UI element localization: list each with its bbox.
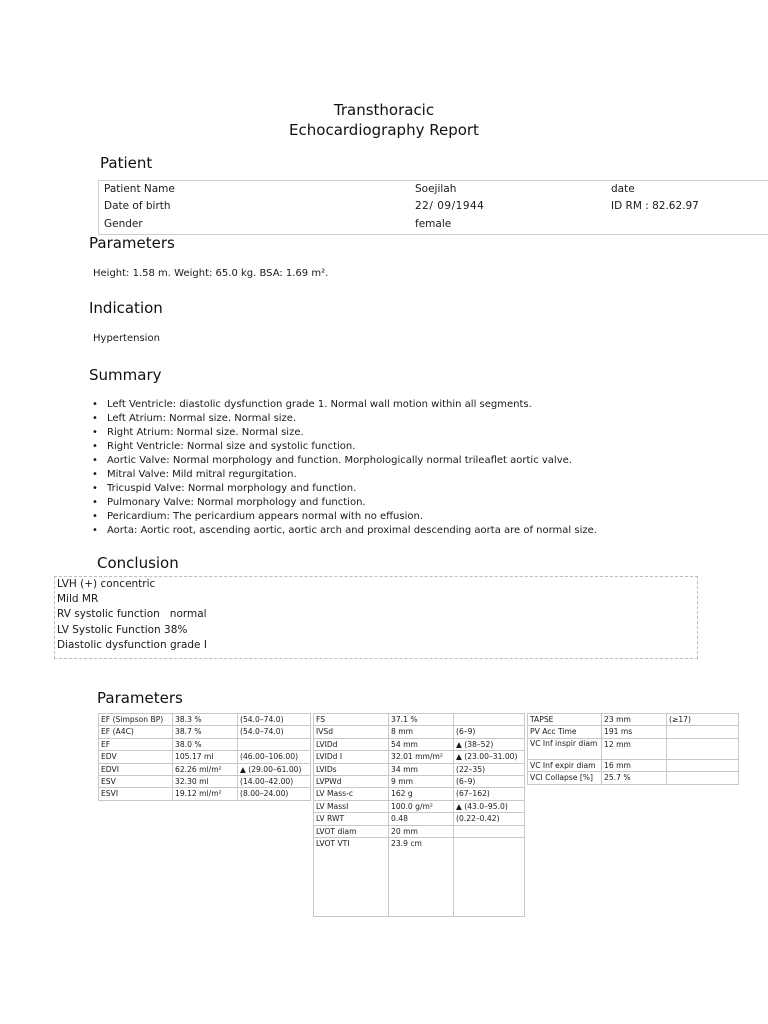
indication-heading: Indication bbox=[89, 299, 163, 317]
table-cell bbox=[454, 825, 525, 837]
table-row bbox=[314, 775, 525, 787]
table-cell: (14.00–42.00) bbox=[238, 775, 311, 787]
id-rm: ID RM : 82.62.97 bbox=[611, 200, 699, 212]
table-cell: 32.01 mm/m² bbox=[389, 751, 454, 763]
table-cell: ▲ (43.0–95.0) bbox=[454, 800, 525, 812]
conclusion-heading: Conclusion bbox=[97, 554, 179, 572]
table-cell: (46.00–106.00) bbox=[238, 751, 311, 763]
table-cell: 62.26 ml/m² bbox=[173, 763, 238, 775]
table-row bbox=[528, 738, 739, 759]
table-cell: ▲ (38–52) bbox=[454, 738, 525, 750]
patient-info-box bbox=[98, 180, 768, 235]
table-row bbox=[528, 759, 739, 771]
indication-text: Hypertension bbox=[93, 333, 160, 344]
table-cell: 19.12 ml/m² bbox=[173, 788, 238, 800]
patient-name-label: Patient Name bbox=[104, 183, 175, 195]
table-cell: 38.7 % bbox=[173, 726, 238, 738]
table-cell: ▲ (29.00–61.00) bbox=[238, 763, 311, 775]
table-cell: LVIDd bbox=[314, 738, 389, 750]
table-row bbox=[99, 726, 311, 738]
params-table-heading: Parameters bbox=[97, 689, 183, 707]
table-cell: (8.00–24.00) bbox=[238, 788, 311, 800]
table-cell: (6–9) bbox=[454, 726, 525, 738]
table-row bbox=[99, 751, 311, 763]
table-cell: 16 mm bbox=[602, 759, 667, 771]
date-label: date bbox=[611, 183, 635, 195]
table-cell: 54 mm bbox=[389, 738, 454, 750]
table-cell: 162 g bbox=[389, 788, 454, 800]
summary-item: • Right Ventricle: Normal size and systolic function. bbox=[90, 440, 597, 454]
table-row bbox=[314, 800, 525, 812]
table-row bbox=[528, 726, 739, 738]
table-cell: LVIDd I bbox=[314, 751, 389, 763]
table-cell: (22–35) bbox=[454, 763, 525, 775]
summary-item: • Right Atrium: Normal size. Normal size. bbox=[90, 426, 597, 440]
table-cell: 100.0 g/m² bbox=[389, 800, 454, 812]
report-title-line1: Transthoracic bbox=[333, 101, 435, 119]
table-row bbox=[314, 788, 525, 800]
table-row bbox=[314, 714, 525, 726]
table-cell: EF bbox=[99, 738, 173, 750]
table-cell: (54.0–74.0) bbox=[238, 714, 311, 726]
table-cell bbox=[667, 772, 739, 784]
table-cell: LV MassI bbox=[314, 800, 389, 812]
table-cell: 12 mm bbox=[602, 738, 667, 759]
table-row bbox=[99, 775, 311, 787]
table-cell: LVOT diam bbox=[314, 825, 389, 837]
conclusion-line: RV systolic function normal bbox=[57, 608, 207, 621]
table-row bbox=[99, 738, 311, 750]
table-cell: ESVI bbox=[99, 788, 173, 800]
table-cell: (67–162) bbox=[454, 788, 525, 800]
summary-item: • Tricuspid Valve: Normal morphology and function. bbox=[90, 482, 597, 496]
table-row bbox=[314, 726, 525, 738]
table-cell: EDVI bbox=[99, 763, 173, 775]
body-measurements: Height: 1.58 m. Weight: 65.0 kg. BSA: 1.69 m². bbox=[93, 268, 329, 279]
table-cell: 8 mm bbox=[389, 726, 454, 738]
table-cell bbox=[238, 738, 311, 750]
params-table-lv-dimensions bbox=[313, 713, 525, 917]
dob-value: 22/ 09/1944 bbox=[415, 200, 485, 212]
summary-list bbox=[90, 398, 597, 538]
table-cell: LV RWT bbox=[314, 813, 389, 825]
summary-item: • Left Ventricle: diastolic dysfunction grade 1. Normal wall motion within all segments. bbox=[90, 398, 597, 412]
table-cell: (6–9) bbox=[454, 775, 525, 787]
table-row bbox=[528, 772, 739, 784]
summary-item: • Mitral Valve: Mild mitral regurgitation. bbox=[90, 468, 597, 482]
table-cell: 25.7 % bbox=[602, 772, 667, 784]
table-cell: PV Acc Time bbox=[528, 726, 602, 738]
table-cell: VCI Collapse [%] bbox=[528, 772, 602, 784]
table-cell bbox=[667, 738, 739, 759]
table-cell: (0.22–0.42) bbox=[454, 813, 525, 825]
conclusion-line: LV Systolic Function 38% bbox=[57, 623, 188, 636]
table-cell: 23 mm bbox=[602, 714, 667, 726]
table-cell: (54.0–74.0) bbox=[238, 726, 311, 738]
params-table-lv-function bbox=[98, 713, 311, 801]
table-row bbox=[314, 825, 525, 837]
table-cell: EF (A4C) bbox=[99, 726, 173, 738]
report-title-line2: Echocardiography Report bbox=[289, 121, 479, 139]
table-cell: ESV bbox=[99, 775, 173, 787]
summary-item: • Aortic Valve: Normal morphology and function. Morphologically normal trileaflet aortic valve. bbox=[90, 454, 597, 468]
table-row bbox=[314, 763, 525, 775]
table-cell: 9 mm bbox=[389, 775, 454, 787]
table-row bbox=[528, 714, 739, 726]
table-cell bbox=[454, 837, 525, 916]
gender-value: female bbox=[415, 218, 452, 230]
table-row bbox=[99, 788, 311, 800]
table-cell: 20 mm bbox=[389, 825, 454, 837]
summary-item: • Pulmonary Valve: Normal morphology and function. bbox=[90, 496, 597, 510]
params-table-rv-vci bbox=[527, 713, 739, 785]
summary-item: • Pericardium: The pericardium appears normal with no effusion. bbox=[90, 510, 597, 524]
table-cell: (≥17) bbox=[667, 714, 739, 726]
gender-label: Gender bbox=[104, 218, 143, 230]
conclusion-line: Mild MR bbox=[57, 593, 99, 606]
table-cell: 34 mm bbox=[389, 763, 454, 775]
table-cell: 38.0 % bbox=[173, 738, 238, 750]
table-cell: 23.9 cm bbox=[389, 837, 454, 916]
table-row bbox=[314, 738, 525, 750]
conclusion-line: Diastolic dysfunction grade I bbox=[57, 638, 207, 651]
table-cell: FS bbox=[314, 714, 389, 726]
table-row bbox=[99, 763, 311, 775]
table-cell: 38.3 % bbox=[173, 714, 238, 726]
table-cell: EF (Simpson BP) bbox=[99, 714, 173, 726]
dob-label: Date of birth bbox=[104, 200, 171, 212]
conclusion-line: LVH (+) concentric bbox=[57, 578, 156, 590]
table-cell: 32.30 ml bbox=[173, 775, 238, 787]
table-row bbox=[314, 837, 525, 916]
table-cell bbox=[667, 726, 739, 738]
table-cell bbox=[454, 714, 525, 726]
conclusion-box bbox=[54, 576, 698, 659]
table-cell: 0.48 bbox=[389, 813, 454, 825]
table-cell: IVSd bbox=[314, 726, 389, 738]
summary-item: • Left Atrium: Normal size. Normal size. bbox=[90, 412, 597, 426]
patient-heading: Patient bbox=[100, 154, 153, 172]
table-cell: LVPWd bbox=[314, 775, 389, 787]
table-cell: 191 ms bbox=[602, 726, 667, 738]
table-row bbox=[99, 714, 311, 726]
table-cell bbox=[667, 759, 739, 771]
table-cell: VC Inf inspir diam bbox=[528, 738, 602, 759]
table-cell: LVOT VTI bbox=[314, 837, 389, 916]
table-row bbox=[314, 751, 525, 763]
table-cell: ▲ (23.00–31.00) bbox=[454, 751, 525, 763]
parameters-heading: Parameters bbox=[89, 234, 175, 252]
table-cell: VC Inf expir diam bbox=[528, 759, 602, 771]
table-cell: EDV bbox=[99, 751, 173, 763]
table-row bbox=[314, 813, 525, 825]
summary-item: • Aorta: Aortic root, ascending aortic, aortic arch and proximal descending aorta are of normal size. bbox=[90, 524, 597, 538]
table-cell: LV Mass-c bbox=[314, 788, 389, 800]
patient-name-value: Soejilah bbox=[415, 183, 457, 195]
table-cell: TAPSE bbox=[528, 714, 602, 726]
table-cell: LVIDs bbox=[314, 763, 389, 775]
table-cell: 105.17 ml bbox=[173, 751, 238, 763]
table-cell: 37.1 % bbox=[389, 714, 454, 726]
summary-heading: Summary bbox=[89, 366, 162, 384]
